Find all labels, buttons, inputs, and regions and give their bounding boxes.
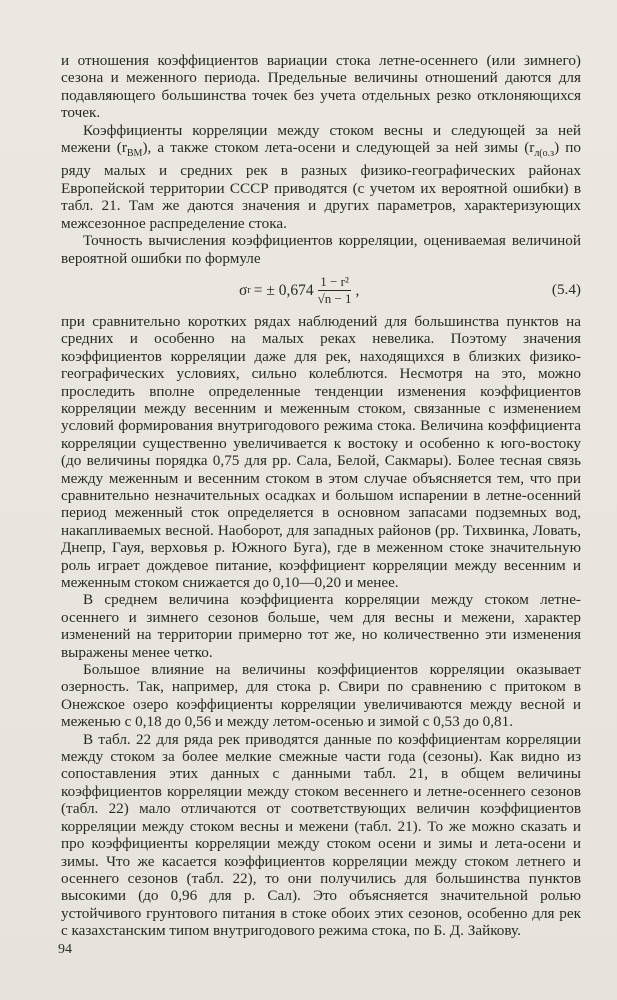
paragraph-6: Большое влияние на величины коэффициентов корреляции оказывает озерность. Так, например, для стока р. Свири по сравнению с притоком в Онежское озеро коэффициенты корреляции увеличиваются между весной и меженью с 0,18 до 0,56 и между летом-осенью и зимой с 0,53 до 0,81.: [61, 661, 581, 731]
formula-5-4: [61, 269, 581, 313]
formula-expression: σ r = ± 0,674 $\frac{\text{1 − r²}}{√n - 1}$ ,: [239, 273, 360, 306]
paragraph-2: Коэффициенты корреляции между стоком весны и следующей за ней межени $(r_{ВМ})$, а также стоком лета-осени и следующей за ней зимы $(r_{л(о.з})$ по ряду малых и средних рек в разных физико-географических районах Европейской территории СССР приводятся (с учетом их вероятной ошибки) в табл. 21. Там же даются значения и других параметров, характеризующих межсезонное распределение стока.: [61, 121, 581, 232]
paragraph-7: В табл. 22 для ряда рек приводятся данные по коэффициентам корреляции между стоком за более мелкие смежные части года (сезоны). Как видно из сопоставления этих данных с данными табл. 21, в общем величины коэффициентов корреляции между стоком весеннего и летне-осеннего сезонов (табл. 22) мало отличаются от соответствующих величин коэффициентов корреляции между стоком весны и межени (табл. 21). То же можно сказать и про коэффициенты корреляции между стоком осени и зимы и лета-осени и зимы. Что же касается коэффициентов корреляции между стоком летнего и осеннего сезонов (табл. 22), то они получились для большинства пунктов высокими (до 0,96 для р. Сал). Это объясняется значительной ролью устойчивого грунтового питания в стоке обоих этих сезонов, особенно для рек с казахстанским типом внутригодового режима стока, по Б. Д. Зайкову.: [61, 730, 581, 940]
paragraph-4: при сравнительно коротких рядах наблюдений для большинства пунктов на средних и особенно на малых реках невелика. Поэтому значения коэффициентов корреляции даже для рек, находящихся в близких физико-географических условиях, сильно колеблются. Несмотря на это, можно проследить вполне определенные тенденции изменения коэффициентов корреляции между весенним и меженным стоком, связанные с изменением условий формирования внутригодового режима стока. Величина коэффициента корреляции существенно увеличивается к востоку и особенно к юго-востоку (до величины порядка 0,75 для рр. Сала, Белой, Сакмары). Более тесная связь между меженным и весенним стоком в этом случае объясняется тем, что при сравнительно незначительных осадках и большом испарении в летне-осенний период меженный сток определяется в основном запасами подземных вод, накапливаемых весной. Наоборот, для западных районов (рр. Тихвинка, Ловать, Днепр, Гауя, верховья р. Южного Буга), где в меженном стоке значительную роль играет дождевое питание, коэффициент корреляции между весенним и меженным стоком снижается до 0,10—0,20 и менее.: [61, 312, 581, 591]
paragraph-1: и отношения коэффициентов вариации стока летне-осеннего (или зимнего) сезона и меженного периода. Предельные величины отношений даются для подавляющего большинства точек без учета отдельных резко отклоняющихся точек.: [61, 52, 581, 122]
formula-fraction: $\frac{\text{1 − r²}}{√n - 1}$: [317, 273, 352, 306]
formula-number: (5.4): [551, 280, 581, 298]
paragraph-3: Точность вычисления коэффициентов корреляции, оцениваемая величиной вероятной ошибки по формуле: [61, 232, 581, 267]
page-number: 94: [58, 942, 72, 957]
paragraph-5: В среднем величина коэффициента корреляции между стоком летне-осеннего и зимнего сезонов больше, чем для весны и межени, характер изменений на территории примерно тот же, но количественно эти изменения выражены менее четко.: [61, 591, 581, 661]
body-text: [61, 52, 581, 940]
